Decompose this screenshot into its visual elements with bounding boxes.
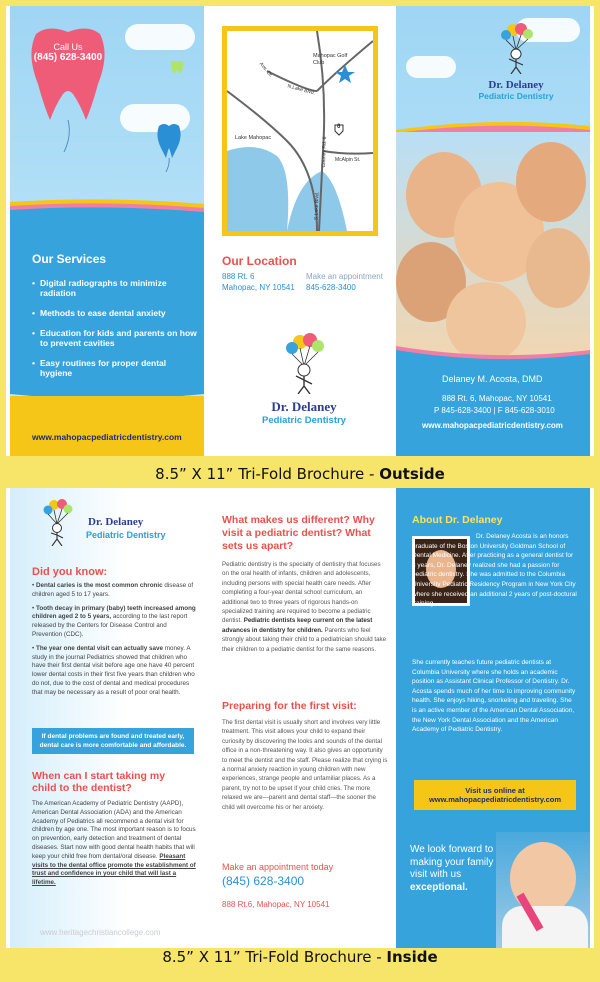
website-strip [10, 396, 204, 456]
when-text: The American Academy of Pediatric Dentistry (AAPD), American Dental Association (ADA) and the American Academy of Pediatrics all recommend a dental visit for children by age one. The most important reason is to focus on prevention, early detection and treatment of dental diseases. Start now with good dental health habits that will keep your child free from dental/oral disease. [32, 800, 196, 860]
service-item: • Methods to ease dental anxiety [32, 308, 198, 318]
fact-text: disease of children aged 5 to 17 years. [32, 582, 194, 598]
look-forward-body: We look forward to making your family visit with us [410, 844, 494, 880]
service-item: • Education for kids and parents on how to prevent cavities [32, 328, 198, 348]
brochure-inside [6, 488, 594, 948]
look-forward-emphasis: exceptional. [410, 881, 468, 893]
appointment-label: Make an appointment [306, 272, 383, 281]
fact-text: money. A study in the journal Pediatrics showed that children who have their first dental visit before age one have 40 percent lower dental costs in their first five years than children who do not, due to the cost of dental and medical procedures that may be necessary as a result of poor oral health. [32, 644, 195, 696]
inside-logo-subtitle: Pediatric Dentistry [86, 530, 166, 540]
fact-bold: The year one dental visit can actually save [35, 644, 164, 652]
cloud [125, 24, 195, 50]
different-text: Pediatric dentistry is the specialty of dentistry that focuses on the oral health of infants, children and adolescents, including persons with special health care needs. After completing a four-year dental school curriculum, an additional two to three years of rigorous hands-on specialized training are required to become a pediatric dentist. [222, 561, 381, 625]
different-emphasis: Pediatric dentists keep current on the latest advances in dentistry for children. [222, 617, 373, 634]
different-title: What makes us different? Why visit a pediatric dentist? What sets us apart? [222, 514, 375, 552]
inside-panel-different [204, 488, 396, 948]
cover-logo-subtitle: Pediatric Dentistry [478, 91, 554, 101]
call-us-label: Call Us [53, 42, 83, 52]
cloud [406, 56, 456, 78]
fact-item: • Tooth decay in primary (baby) teeth increased among children aged 2 to 5 years, according to the last report released by the Centers for Disease Control and Prevention (CDC). [32, 604, 196, 638]
blue-tooth-icon [156, 122, 182, 172]
when-body [32, 800, 198, 888]
child-face [516, 142, 586, 222]
logo-name: Dr. Delaney [271, 399, 337, 414]
logo [244, 332, 364, 426]
different-body [222, 560, 388, 654]
inside-panel-about [396, 488, 590, 948]
website-link[interactable]: www.mahopacpediatricdentistry.com [32, 432, 182, 442]
appointment-today-phone: (845) 628-3400 [222, 874, 305, 888]
about-title: About Dr. Delaney [412, 514, 503, 526]
wave-divider [10, 196, 204, 218]
doctor-address: 888 Rt. 6, Mahopac, NY 10541 [442, 394, 552, 403]
when-title: When can I start taking my child to the dentist? [32, 770, 166, 794]
service-item: • Easy routines for proper dental hygiene [32, 358, 198, 378]
doctor-name: Delaney M. Acosta, DMD [442, 374, 543, 384]
address-line1: 888 Rt. 6 [222, 272, 255, 281]
call-us-phone: (845) 628-3400 [33, 52, 103, 63]
contact-section [396, 366, 590, 456]
different-text-rest: Parents who feel strongly about taking their child to a pediatrician should take their children to a pediatric dentist for the same reasons. [222, 626, 387, 653]
fact-item: • Dental caries is the most common chronic disease of children aged 5 to 17 years. [32, 582, 194, 598]
map-label-golf: Mahopac Golf Club [313, 53, 348, 66]
wave-divider [396, 346, 590, 368]
visit-online-url[interactable]: www.mahopacpediatricdentistry.com [428, 795, 562, 804]
location-star-icon [335, 65, 355, 83]
about-text-2: She currently teaches future pediatric dentists at Columbia University where she holds an academic position as Assistant Clinical Professor of Dentistry. Dr. Acosta spends much of her time to improving community health. She enjoys hiking, snorkeling and traveling. She is an active member of the American Dental Association, the New York Dental Association and the American Academy of Pediatric Dentistry. [412, 659, 576, 734]
green-tooth-icon [170, 60, 184, 76]
map-label-route: 6 [337, 124, 341, 130]
baby-shirt [502, 906, 588, 948]
appointment-today-label: Make an appointment today [222, 862, 334, 872]
facts-list [32, 582, 198, 698]
cover-logo-name: Dr. Delaney [488, 79, 544, 91]
map-label-lake: Lake Mahopac [235, 135, 272, 141]
service-item: • Digital radiographs to minimize radiation [32, 278, 198, 298]
inside-panel-facts [10, 488, 204, 948]
inside-logo-name: Dr. Delaney [88, 516, 144, 528]
inside-address: 888 Rt.6, Mahopac, NY 10541 [222, 900, 330, 909]
doctor-website[interactable]: www.mahopacpediatricdentistry.com [422, 421, 563, 430]
when-emphasis: Pleasant visits to the dental office promote the establishment of trust and confidence in your child that will last a lifetime. [32, 852, 196, 887]
map-label-road: N.Lake Blvd. [286, 83, 316, 97]
caption-outside-prefix: 8.5” X 11” Tri-Fold Brochure - [155, 465, 380, 483]
location-title: Our Location [222, 254, 297, 268]
balloon-boy-logo-icon [36, 498, 76, 546]
about-text-1: Dr. Delaney Acosta is an honors graduate of the Boston University Goldman School of Dental Medicine. After practicing as a general dentist for 3 years, Dr. Delaney realized she had a passion for pediatric dentistry. She was admitted to the Columbia University Pediatric Residency Program in New York City where she received an additional 2 years of post-doctural training. [412, 533, 577, 608]
caption-inside [0, 948, 600, 966]
cover-logo [456, 22, 576, 101]
early-treatment-callout: If dental problems are found and treated early, dental care is more comfortable and affordable. [32, 728, 194, 754]
look-forward-text [410, 844, 510, 894]
caption-inside-bold: Inside [386, 948, 438, 966]
address-line2: Mahopac, NY 10541 [222, 283, 295, 292]
balloon-boy-logo-icon [274, 332, 334, 394]
doctor-phones: P 845-628-3400 | F 845-628-3010 [434, 406, 555, 415]
did-you-know-title: Did you know: [32, 566, 108, 578]
map-label-road: McAlpin St. [335, 157, 361, 163]
first-visit-title: Preparing for the first visit: [222, 700, 357, 712]
map-label-road: Ave. Dr. [257, 61, 274, 79]
visit-online-box[interactable] [414, 780, 576, 810]
caption-inside-prefix: 8.5” X 11” Tri-Fold Brochure - [162, 948, 387, 966]
appointment-phone: 845-628-3400 [306, 283, 356, 292]
logo-subtitle: Pediatric Dentistry [262, 415, 346, 426]
outside-panel-services [10, 6, 204, 456]
services-title: Our Services [32, 252, 107, 266]
balloon-boy-logo-icon [491, 22, 541, 74]
fact-bold: Tooth decay in primary (baby) teeth increased among children aged 2 to 5 years, [32, 604, 196, 621]
fact-item: • The year one dental visit can actually save money. A study in the journal Pediatrics showed that children who have their first dental visit before age one have 40 percent lower dental costs in their first five years than children who do not, due to the cost of dental and medical procedures that may be necessary as a result of poor oral health. [32, 644, 195, 696]
map [222, 26, 378, 236]
fact-text: according to the last report released by the Centers for Disease Control and Prevention (CDC). [32, 613, 188, 638]
caption-outside-bold: Outside [379, 465, 445, 483]
caption-outside [0, 465, 600, 483]
baby-photo [496, 832, 590, 948]
fact-bold: Dental caries is the most common chronic [35, 582, 163, 589]
visit-online-label: Visit us online at [465, 786, 525, 795]
outside-panel-location [204, 6, 396, 456]
outside-panel-cover [396, 6, 590, 456]
first-visit-text: The first dental visit is usually short and involves very little treatment. This visit allows your child to expand their curiosity by discovering the looks and sounds of the dental office in a non-threatening way. It also gives an opportunity to meet the dentist and the staff. Please realize that crying is a normal anxiety reaction in young children with new experiences, strange people and unfamiliar places. As a parent, try not to be upset if your child cries. The more relaxed we are—parent and dental staff—the sooner the child will overcome his or her anxiety. [222, 719, 388, 811]
services-section [10, 216, 204, 392]
watermark: www.heritagechristiancollege.com [40, 928, 161, 937]
kids-photo [396, 132, 590, 360]
child-face [526, 228, 590, 308]
brochure-outside [6, 6, 594, 456]
map-label-road: S.Lake Blvd. [313, 191, 321, 221]
map-label-road: Country Rd. 6 [320, 136, 328, 168]
